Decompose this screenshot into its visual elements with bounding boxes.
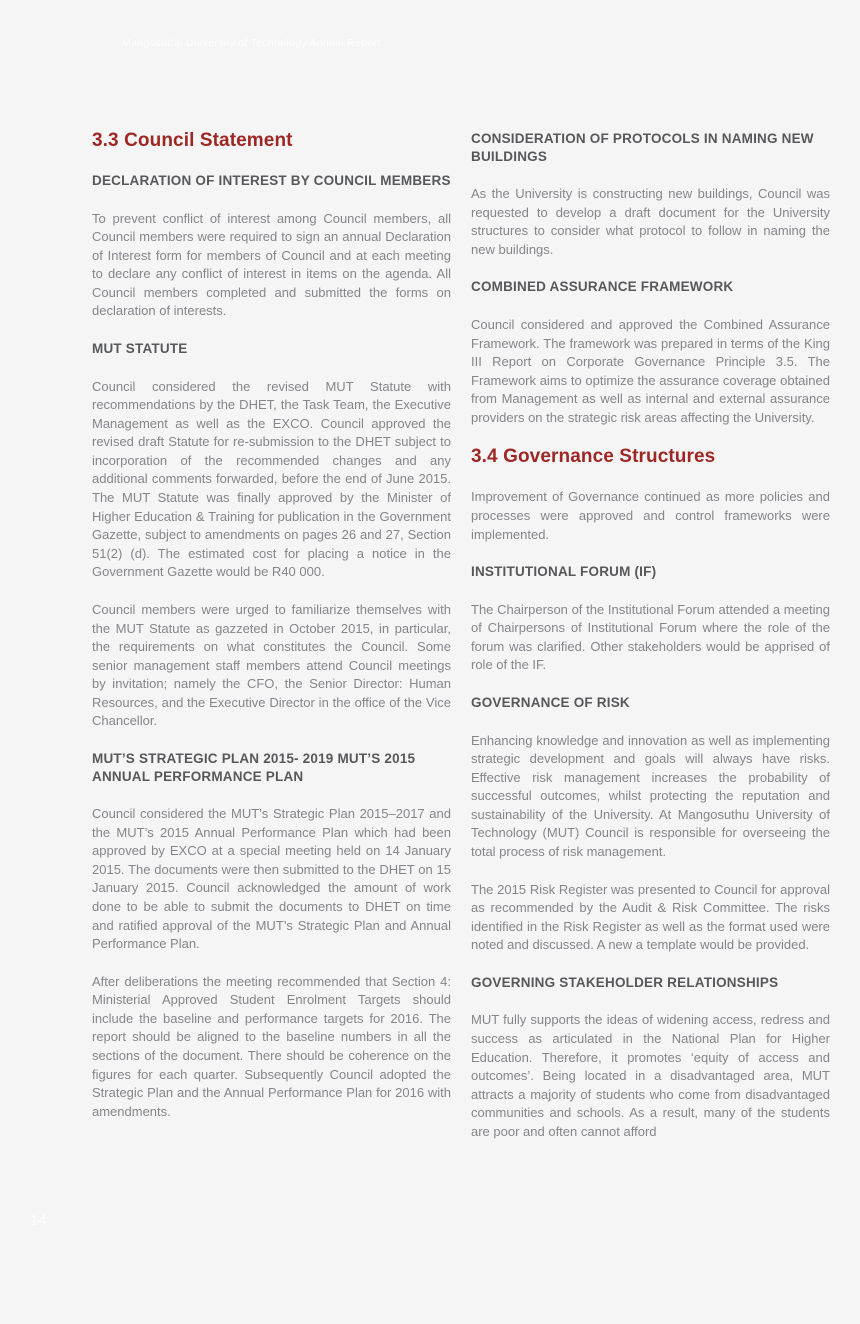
paragraph-mut-statute-1: Council considered the revised MUT Statute with recommendations by the DHET, the Task Team, the Executive Management as well as the EXCO. Council approved the revised draft Statute for re-submission to the DHET subject to incorporation of the recommended changes and any additional comments forwarded, before the end of June 2015. The MUT Statute was finally approved by the Minister of Higher Education & Training for publication in the Government Gazette, subject to amendments on pages 26 and 27, Section 51(2) (d). The estimated cost for placing a notice in the Government Gazette would be R40 000. xyxy=(92,378,451,580)
paragraph-strategic-plan-1: Council considered the MUT’s Strategic Plan 2015–2017 and the MUT’s 2015 Annual Performance Plan which had been approved by EXCO at a special meeting held on 14 January 2015. The documents were then submitted to the DHET on 15 January 2015. Council acknowledged the amount of work done to be able to submit the documents to DHET on time and ratified approval of the MUT’s Strategic Plan and Annual Performance Plan. xyxy=(92,806,451,952)
section-title-council-statement: 3.3 Council Statement xyxy=(92,130,293,151)
paragraph-mut-statute-2: Council members were urged to familiarize themselves with the MUT Statute as gazzeted in October 2015, in particular, the requirements on what constitutes the Council. Some senior management staff members attend Council meetings by invitation; namely the CFO, the Senior Director: Human Resources, and the Executive Director in the office of the Vice Chancellor. xyxy=(92,601,451,729)
heading-institutional-forum: INSTITUTIONAL FORUM (IF) xyxy=(471,564,657,580)
paragraph-declaration-of-interest: To prevent conflict of interest among Council members, all Council members were required to sign an annual Declaration of Interest form for members of Council and at each meeting to declare any conflict of interest in items on the agenda. All Council members completed and submitted the forms on declaration of interests. xyxy=(92,210,451,319)
heading-strategic-plan: MUT’S STRATEGIC PLAN 2015- 2019 MUT’S 2015 ANNUAL PERFORMANCE PLAN xyxy=(92,750,416,784)
paragraph-governing-stakeholder-relationships: MUT fully supports the ideas of widening access, redress and success as articulated in the National Plan for Higher Education. Therefore, it promotes ‘equity of access and outcomes’. Being located in a disadvantaged area, MUT attracts a majority of students who come from disadvantaged communities and schools. As a result, many of the students are poor and often cannot afford xyxy=(471,1012,830,1139)
heading-combined-assurance-framework: COMBINED ASSURANCE FRAMEWORK xyxy=(471,279,734,295)
paragraph-combined-assurance-framework: Council considered and approved the Combined Assurance Framework. The framework was prepared in terms of the King III Report on Corporate Governance Principle 3.5. The Framework aims to optimize the assurance coverage obtained from Management as well as internal and external assurance providers on the strategic risk areas affecting the University. xyxy=(471,316,830,425)
heading-declaration-of-interest: DECLARATION OF INTEREST BY COUNCIL MEMBERS xyxy=(92,173,451,188)
section-title-governance-structures: 3.4 Governance Structures xyxy=(471,446,716,468)
paragraph-governance-of-risk-2: The 2015 Risk Register was presented to Council for approval as recommended by the Audit & Risk Committee. The risks identified in the Risk Register as well as the format used were noted and discussed. A new a template would be provided. xyxy=(471,881,830,953)
paragraph-governance-intro: Improvement of Governance continued as more policies and processes were approved and control frameworks were implemented. xyxy=(471,489,830,542)
heading-governance-of-risk: GOVERNANCE OF RISK xyxy=(471,695,630,711)
paragraph-governance-of-risk-1: Enhancing knowledge and innovation as well as implementing strategic development and goals will always have risks. Effective risk management increases the probability of successful outcomes, whilst protecting the reputation and sustainability of the University. At Mangosuthu University of Technology (MUT) Council is responsible for overseeing the total process of risk management. xyxy=(471,732,830,860)
paragraph-naming-new-buildings: As the University is constructing new buildings, Council was requested to develop a draft document for the University structures to consider what protocol to follow in naming the new buildings. xyxy=(471,186,830,257)
heading-naming-new-buildings: CONSIDERATION OF PROTOCOLS IN NAMING NEW BUILDINGS xyxy=(471,131,814,164)
left-column xyxy=(92,130,451,1161)
paragraph-strategic-plan-2: After deliberations the meeting recommended that Section 4: Ministerial Approved Student Enrolment Targets should include the baseline and performance targets for 2016. The report should be aligned to the baseline numbers in all the sections of the document. There should be coherence on the figures for each quarter. Subsequently Council adopted the Strategic Plan and the Annual Performance Plan for 2016 with amendments. xyxy=(92,973,451,1119)
page-number: 14 xyxy=(30,1212,47,1229)
running-header: Mangosuthu University of Technology Annual Report xyxy=(122,37,381,49)
page-content xyxy=(92,130,830,1161)
heading-governing-stakeholder-relationships: GOVERNING STAKEHOLDER RELATIONSHIPS xyxy=(471,974,779,990)
heading-mut-statute: MUT STATUTE xyxy=(92,341,188,357)
paragraph-institutional-forum: The Chairperson of the Institutional Forum attended a meeting of Chairpersons of Institutional Forum where the role of the forum was clarified. Other stakeholders would be apprised of role of the IF. xyxy=(471,601,830,673)
right-column xyxy=(471,130,830,1161)
